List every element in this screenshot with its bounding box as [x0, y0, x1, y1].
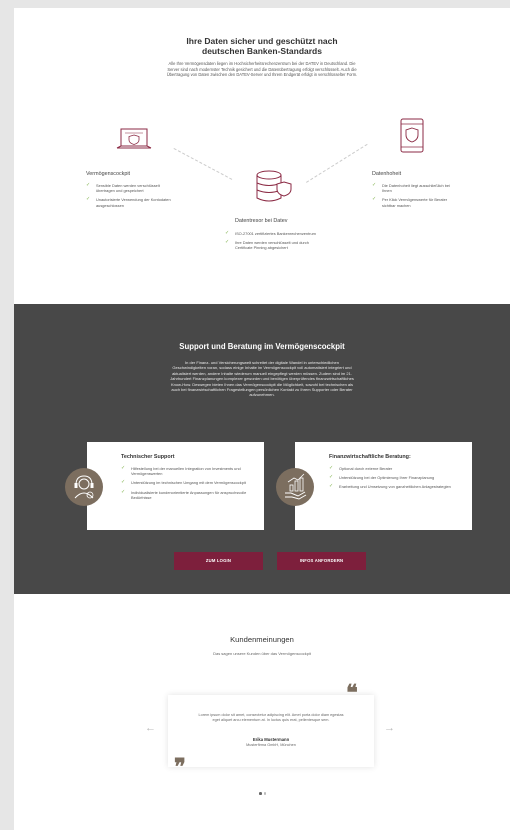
testimonial-card — [168, 695, 374, 767]
list-item: ✓ Erarbeitung und Umsetzung von ganzheitlichen Anlagestrategien — [329, 483, 451, 490]
check-icon: ✓ — [86, 182, 91, 188]
check-icon: ✓ — [329, 474, 334, 481]
arrow-right-icon[interactable]: → — [384, 722, 395, 734]
reviews-subtitle: Das sagen unsere Kunden über das Vermögenscockpit — [213, 651, 311, 656]
check-icon: ✓ — [372, 182, 377, 188]
quote-open-icon: ❝ — [346, 680, 358, 706]
testimonial-text: Lorem ipsum dolor sit amet, consectetur adipiscing elit. Amet porta dolor diam egestas eget aliquet arcu elementum at. In luctus quis erat, pellentesque sem. — [198, 713, 344, 722]
carousel-dots — [258, 782, 267, 800]
check-icon: ✓ — [86, 196, 91, 203]
security-title-line1: Ihre Daten sicher und geschützt nach — [186, 36, 338, 46]
list-item: ✓ Optional durch externe Berater — [329, 465, 393, 471]
check-icon: ✓ — [121, 479, 126, 486]
list-item: ✓ Ihre Daten werden verschlüsselt und durch Certificate Pinning abgesichert — [225, 239, 309, 251]
card-title: Technischer Support — [121, 454, 175, 460]
card-title: Finanzwirtschaftliche Beratung: — [329, 454, 411, 460]
login-button[interactable]: ZUM LOGIN — [174, 552, 263, 570]
carousel-dot[interactable] — [259, 792, 262, 795]
connector-line — [174, 148, 233, 180]
support-card-finance — [295, 442, 472, 530]
tablet-shield-icon — [397, 117, 427, 155]
security-title-line2: deutschen Banken-Standards — [202, 46, 322, 56]
feature-title: Vermögenscockpit — [86, 171, 131, 177]
feature-list — [372, 183, 454, 212]
testimonial-name: Erika Mustermann — [252, 737, 290, 742]
check-icon: ✓ — [225, 230, 230, 236]
feature-title: Datenhoheit — [372, 171, 402, 177]
security-section — [14, 8, 510, 304]
list-item: ✓ Sensible Daten werden verschlüsselt übertragen und gespeichert — [86, 182, 160, 194]
connector-line — [306, 144, 368, 183]
card-list — [329, 466, 455, 494]
list-item: ✓ ISO-27001 zertifiziertes Bankenrechenzentrum — [225, 230, 316, 236]
check-icon: ✓ — [329, 483, 334, 490]
support-card-technical — [87, 442, 264, 530]
support-section — [14, 304, 510, 594]
check-icon: ✓ — [121, 465, 126, 471]
list-item: ✓ Unterstützung im technischen Umgang mit dem Vermögenscockpit — [121, 479, 246, 486]
headset-support-icon — [65, 468, 103, 506]
list-item: ✓ Hilfestellung bei der manuellen Integration von Investments und Vermögenswerten — [121, 465, 241, 477]
card-list — [121, 466, 247, 504]
request-info-button[interactable]: INFOS ANFORDERN — [277, 552, 366, 570]
support-intro: In der Finanz- und Versicherungswelt schreitet der digitale Wandel in unterschiedlichen Geschwindigkeiten voran, sodass einige Inhalte im Vermögenscockpit voll automatisiert integriert und aktualisiert werden, andere Inhalte wiederum manuell eingepflegt werden müssen. Zudem sind im 21. Jahrhundert Finanzplanungen komplexer geworden und benötigen überprüfendes finanzwirtschaftliches Know-How. Deswegen bieten Ihnen das Vermögenscockpit die Möglichkeit, sowohl bei technischen als auch bei finanzwirtschaftlichen Fragestellungen persönlichen Kontakt zu Ihrem Supporter oder Berater aufzunehmen. — [170, 360, 354, 398]
list-item: ✓ Individualisierte kundenorientierte Anpassungen für anspruchsvolle Bedürfnisse — [121, 488, 247, 500]
carousel-dot[interactable] — [264, 792, 267, 795]
list-item: ✓ Unterstützung bei der Optimierung Ihrer Finanzplanung — [329, 474, 435, 481]
quote-close-icon: ❞ — [174, 754, 186, 780]
reviews-section — [14, 594, 510, 830]
laptop-shield-icon — [115, 126, 153, 156]
hand-chart-icon — [276, 468, 314, 506]
database-shield-icon — [252, 168, 294, 208]
check-icon: ✓ — [372, 196, 377, 203]
list-item: ✓ Per Klick Vermögenswerte für Berater sichtbar machen — [372, 196, 448, 208]
security-title — [14, 36, 510, 56]
arrow-left-icon[interactable]: ← — [145, 722, 156, 734]
security-intro: Alle Ihre Vermögensdaten liegen im Hochsicherheitsrechenzentrum bei der DATEV in Deutschland. Die Server sind nach modernster Technik gesichert und die Datenübertragung erfolgt verschlüsselt. Auch die Übertragung von Daten zwischen den DATEV-Server und Ihrem Endgerät erfolgt in verschlüsselter Form. — [166, 61, 358, 78]
page — [14, 8, 510, 830]
check-icon: ✓ — [121, 488, 126, 495]
reviews-title: Kundenmeinungen — [230, 635, 294, 644]
feature-list — [225, 231, 317, 255]
feature-list — [86, 183, 172, 212]
list-item: ✓ Unautorisierte Verwendung der Kontodaten ausgeschlossen — [86, 196, 171, 208]
check-icon: ✓ — [225, 239, 230, 246]
testimonial-role: Musterfirma GmbH, München — [246, 743, 296, 747]
support-title: Support und Beratung im Vermögenscockpit — [179, 342, 345, 351]
check-icon: ✓ — [329, 465, 334, 471]
list-item: ✓ Die Datenhoheit liegt ausschließlich bei Ihnen — [372, 182, 450, 194]
feature-title: Datentresor bei Datev — [235, 218, 288, 224]
